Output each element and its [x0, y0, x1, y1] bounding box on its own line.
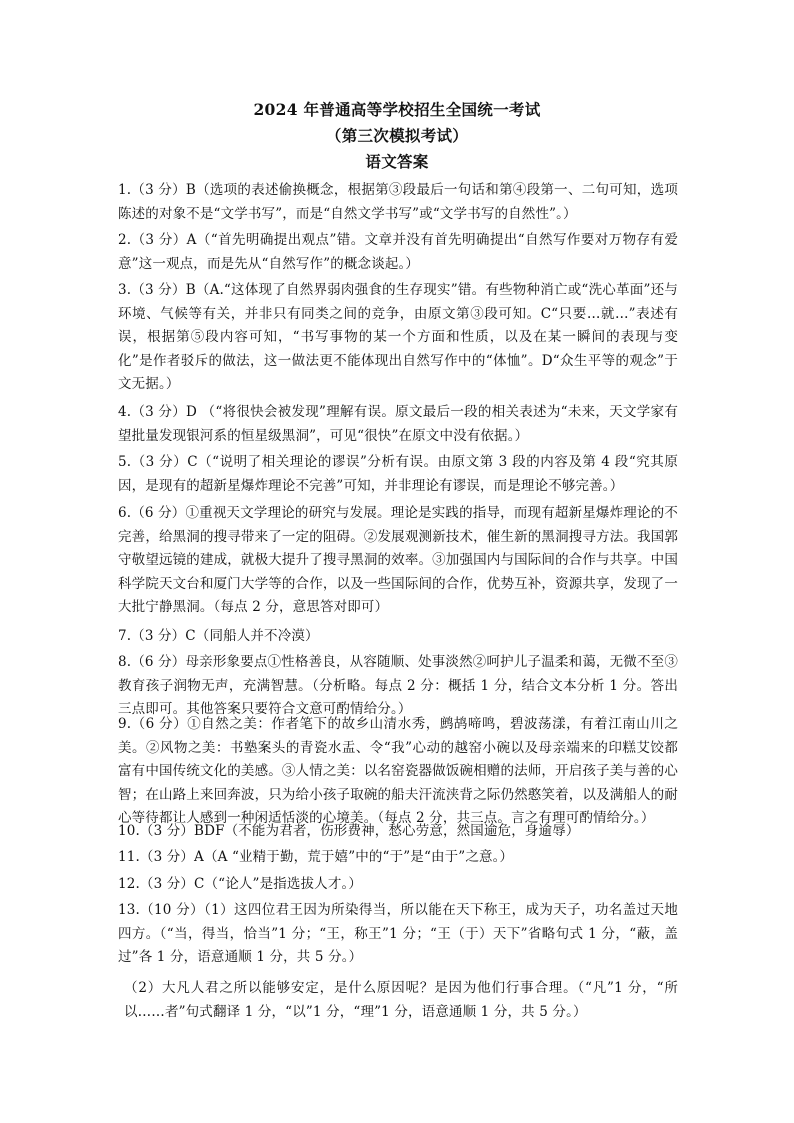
exam-title: 2024 年普通高等学校招生全国统一考试 [253, 100, 541, 119]
exam-subtitle: （第三次模拟考试） [325, 126, 469, 145]
answer-5: 5.（3 分）C（“说明了相关理论的谬误”分析有误。由原文第 3 段的内容及第 4 段“究其原因，是现有的超新星爆炸理论不完善”可知，并非理论有谬误，而是理论不够完善。） [118, 454, 678, 494]
answer-13-part-1: 13.（10 分）（1）这四位君王因为所染得当，所以能在天下称王，成为天子，功名盖过天地四方。（“当，得当，恰当”1 分；“王，称王”1 分；“王（于）天下”省略句式 1 分，“蔽，盖过”各 1 分，语意通顺 1 分，共 5 分。） [118, 902, 678, 965]
answer-3: 3.（3 分）B（A.“这体现了自然界弱肉强食的生存现实”错。有些物种消亡或“洗心革面”还与环境、气候等有关，并非只有同类之间的竞争，由原文第③段可知。C“只要…就…”表述有误，根据第⑤段内容可知，“书写事物的某一个方面和性质，以及在某一瞬间的表现与变化”是作者驳斥的做法，这一做法更不能体现出自然写作中的“体恤”。D“众生平等的观念”于文无据。） [118, 282, 678, 392]
answer-12: 12.（3 分）C（“论人”是指选拔人才。） [118, 876, 363, 892]
answer-9: 9.（6 分）①自然之美：作者笔下的故乡山清水秀，鹧鸪啼鸣，碧波荡漾，有着江南山川之美。②风物之美：书塾案头的青瓷水盂、令“我”心动的越窑小碗以及母亲端来的印糕艾饺都富有中国传统文化的美感。③人情之美：以名窑瓷器做饭碗相赠的法师，开启孩子美与善的心智；在山路上来回奔波，只为给小孩子取碗的船夫汗流浃背之际仍然憨笑着，以及满船人的耐心等待都让人感到一种闲适恬淡的心境美。（每点 2 分，共三点。言之有理可酌情给分。） [118, 716, 678, 826]
answer-10: 10.（3 分）BDF（不能为君者，伤形费神，愁心劳意，然国逾危，身逾辱） [118, 823, 580, 839]
answer-11: 11.（3 分）A（A “业精于勤，荒于嬉”中的“于”是“由于”之意。） [118, 849, 514, 865]
answer-4: 4.（3 分）D （“将很快会被发现”理解有误。原文最后一段的相关表述为“未来，天文学家有望批量发现银河系的恒星级黑洞”，可见“很快”在原文中没有依据。） [118, 404, 678, 444]
answer-8: 8.（6 分）母亲形象要点①性格善良，从容随顺、处事淡然②呵护儿子温柔和蔼，无微不至③教育孩子润物无声，充满智慧。（分析略。每点 2 分：概括 1 分，结合文本分析 1 分。答出三点即可。其他答案只要符合文意可酌情给分。） [118, 654, 678, 717]
answer-heading: 语文答案 [365, 152, 429, 171]
answer-6: 6.（6 分）①重视天文学理论的研究与发展。理论是实践的指导，而现有超新星爆炸理论的不完善，给黑洞的搜寻带来了一定的阻碍。②发展观测新技术，催生新的黑洞搜寻方法。我国郭守敬望远镜的建成，就极大提升了搜寻黑洞的效率。③加强国内与国际间的合作与共享。中国科学院天文台和厦门大学等的合作，以及一些国际间的合作，优势互补，资源共享，发现了一大批宁静黑洞。（每点 2 分，意思答对即可） [118, 505, 678, 615]
answer-1: 1.（3 分）B（选项的表述偷换概念，根据第③段最后一句话和第④段第一、二句可知，选项陈述的对象不是“文学书写”，而是“自然文学书写”或“文学书写的自然性”。） [118, 182, 678, 222]
answer-13-part-2: （2）大凡人君之所以能够安定，是什么原因呢？是因为他们行事合理。（“凡”1 分，“所以……者”句式翻译 1 分，“以”1 分，“理”1 分，语意通顺 1 分，共 5 分。） [124, 980, 678, 1020]
answer-2: 2.（3 分）A（“首先明确提出观点”错。文章并没有首先明确提出“自然写作要对万物存有爱意”这一观点，而是先从“自然写作”的概念谈起。） [118, 232, 678, 272]
answer-7: 7.（3 分）C（同船人并不冷漠） [118, 628, 319, 644]
